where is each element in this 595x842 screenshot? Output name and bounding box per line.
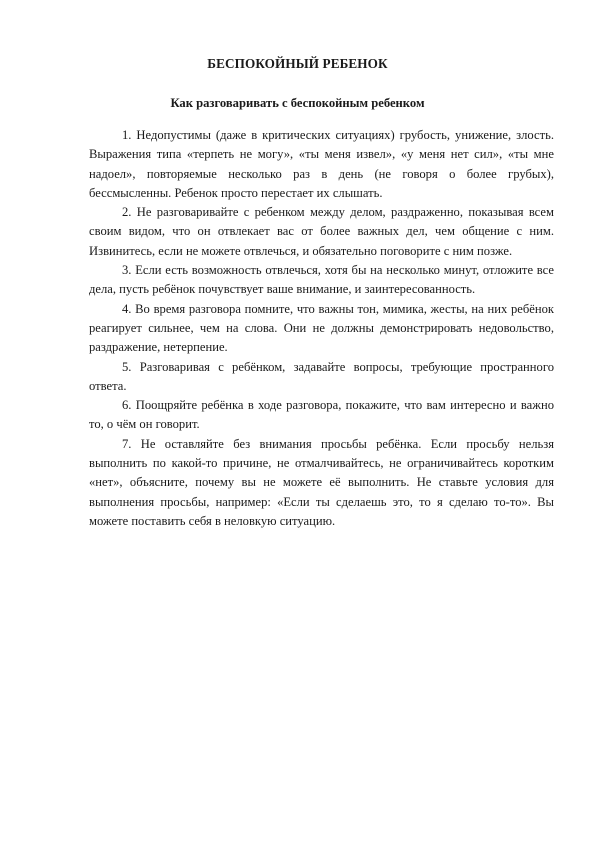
paragraph-4: 4. Во время разговора помните, что важны тон, мимика, жесты, на них ребёнок реагирует сильнее, чем на слова. Они не должны демонстрировать недовольство, раздражение, нетерпение. [89, 301, 554, 355]
paragraph-5: 5. Разговаривая с ребёнком, задавайте вопросы, требующие пространного ответа. [89, 359, 554, 393]
paragraph-1: 1. Недопустимы (даже в критических ситуациях) грубость, унижение, злость. Выражения типа «терпеть не могу», «ты меня извел», «у меня нет сил», «ты мне надоел», повторяемые несколько раз в день (не говоря о более грубых), бессмысленны. Ребенок просто перестает их слышать. [89, 128, 554, 200]
paragraph-3: 3. Если есть возможность отвлечься, хотя бы на несколько минут, отложите все дела, пусть ребёнок почувствует ваше внимание, и заинтересованность. [89, 263, 554, 297]
document-subtitle: Как разговаривать с беспокойным ребенком [170, 96, 425, 110]
document-body [89, 126, 554, 531]
paragraph-6: 6. Поощряйте ребёнка в ходе разговора, покажите, что вам интересно и важно то, о чём он говорит. [89, 398, 554, 432]
paragraph-7: 7. Не оставляйте без внимания просьбы ребёнка. Если просьбу нельзя выполнить по какой-то причине, не отмалчивайтесь, не ограничивайтесь коротким «нет», объясните, почему вы не можете её выполнить. Не ставьте условия для выполнения просьбы, например: «Если ты сделаешь это, то я сделаю то-то». Вы можете поставить себя в неловкую ситуацию. [89, 436, 554, 528]
document-title: БЕСПОКОЙНЫЙ РЕБЕНОК [207, 56, 388, 71]
paragraph-2: 2. Не разговаривайте с ребенком между делом, раздраженно, показывая всем своим видом, что он отвлекает вас от более важных дел, чем общение с ним. Извинитесь, если не можете отвлечься, и обязательно поговорите с ним позже. [89, 205, 554, 258]
